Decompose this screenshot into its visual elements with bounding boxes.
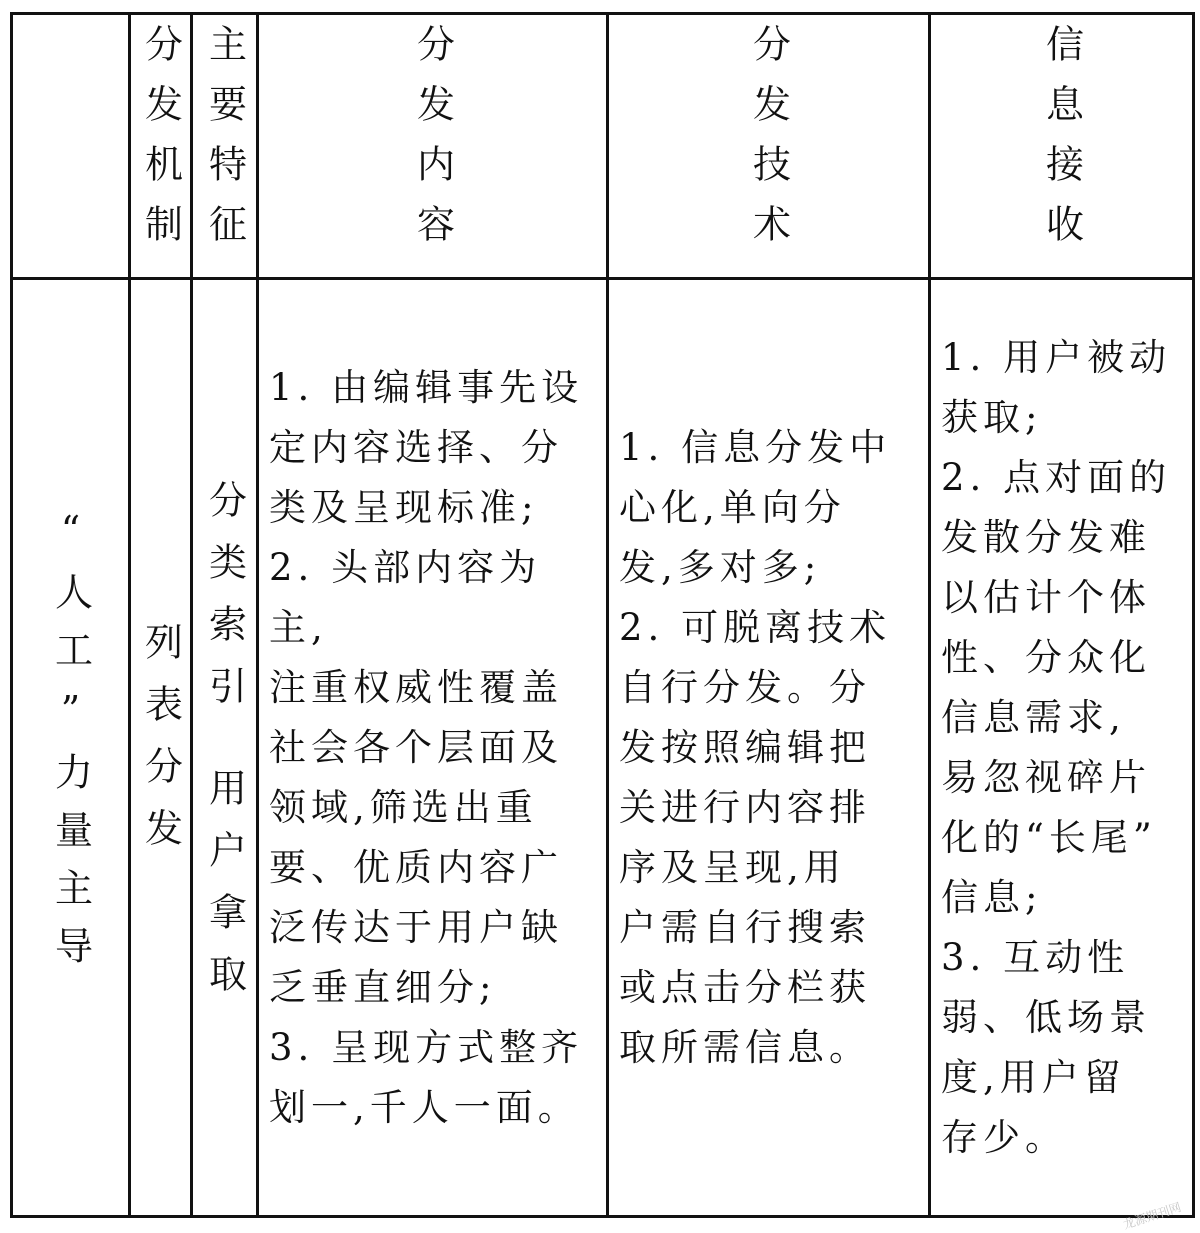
feature-label-b: 用户拿取 [202,767,247,1016]
technology-line: 自行分发。分 [619,665,871,709]
technology-line: 或点击分栏获 [619,965,871,1009]
reception-line: 度,用户留 [941,1055,1126,1099]
reception-line: 信息; [941,875,1043,919]
technology-line: 序及呈现,用 [619,845,846,889]
header-content: 分发内容 [410,24,455,264]
reception-line: 发散分发难 [941,515,1151,559]
content-line: 类及呈现标准; [269,485,539,529]
technology-line: 户需自行搜索 [619,905,871,949]
category-label: “人工”力量主导 [48,507,93,984]
technology-cell [608,279,930,1217]
content-line: 注重权威性覆盖 [269,665,563,709]
reception-line: 化的“长尾” [941,815,1157,859]
header-feature: 主要特征 [202,24,247,264]
reception-line: 以估计个体 [941,575,1151,619]
table-header-row [12,14,1194,279]
mechanism-cell [130,279,192,1217]
feature-cell [192,279,258,1217]
header-mechanism-cell [130,14,192,279]
reception-line: 弱、低场景 [941,995,1151,1039]
technology-line: 关进行内容排 [619,785,871,829]
technology-line: 心化,单向分 [619,485,846,529]
header-empty-cell [12,14,130,279]
table-row [12,279,1194,1217]
content-line: 3. 呈现方式整齐 [269,1025,584,1069]
content-line: 社会各个层面及 [269,725,563,769]
content-line: 泛传达于用户缺 [269,905,563,949]
header-technology-cell [608,14,930,279]
watermark: 龙源期刊网 [1121,1200,1183,1232]
header-technology: 分发技术 [746,24,791,264]
category-cell [12,279,130,1217]
distribution-mechanism-table [10,12,1195,1218]
header-feature-cell [192,14,258,279]
reception-line: 3. 互动性 [941,935,1130,979]
reception-line: 2. 点对面的 [941,455,1172,499]
content-line: 划一,千人一面。 [269,1085,580,1129]
reception-cell [930,279,1194,1217]
content-line: 要、优质内容广 [269,845,563,889]
reception-line: 易忽视碎片 [941,755,1151,799]
feature-stack [193,480,256,1016]
content-line: 2. 头部内容为主, [269,545,542,649]
content-line: 1. 由编辑事先设 [269,365,584,409]
feature-label-a: 分类索引 [202,479,247,728]
reception-line: 获取; [941,395,1043,439]
content-text [259,358,606,1138]
technology-text [609,418,928,1078]
header-mechanism: 分发机制 [138,24,183,264]
content-line: 领域,筛选出重 [269,785,538,829]
content-cell [258,279,608,1217]
mechanism-label: 列表分发 [138,621,183,870]
reception-text [931,328,1192,1168]
reception-line: 性、分众化 [941,635,1151,679]
reception-line: 存少。 [941,1115,1067,1159]
technology-line: 2. 可脱离技术 [619,605,892,649]
header-content-cell [258,14,608,279]
reception-line: 1. 用户被动 [941,335,1172,379]
technology-line: 发按照编辑把 [619,725,871,769]
reception-line: 信息需求, [941,695,1126,739]
header-reception: 信息接收 [1039,24,1084,264]
technology-line: 1. 信息分发中 [619,425,892,469]
technology-line: 发,多对多; [619,545,822,589]
technology-line: 取所需信息。 [619,1025,871,1069]
header-reception-cell [930,14,1194,279]
content-line: 定内容选择、分 [269,425,563,469]
content-line: 乏垂直细分; [269,965,497,1009]
